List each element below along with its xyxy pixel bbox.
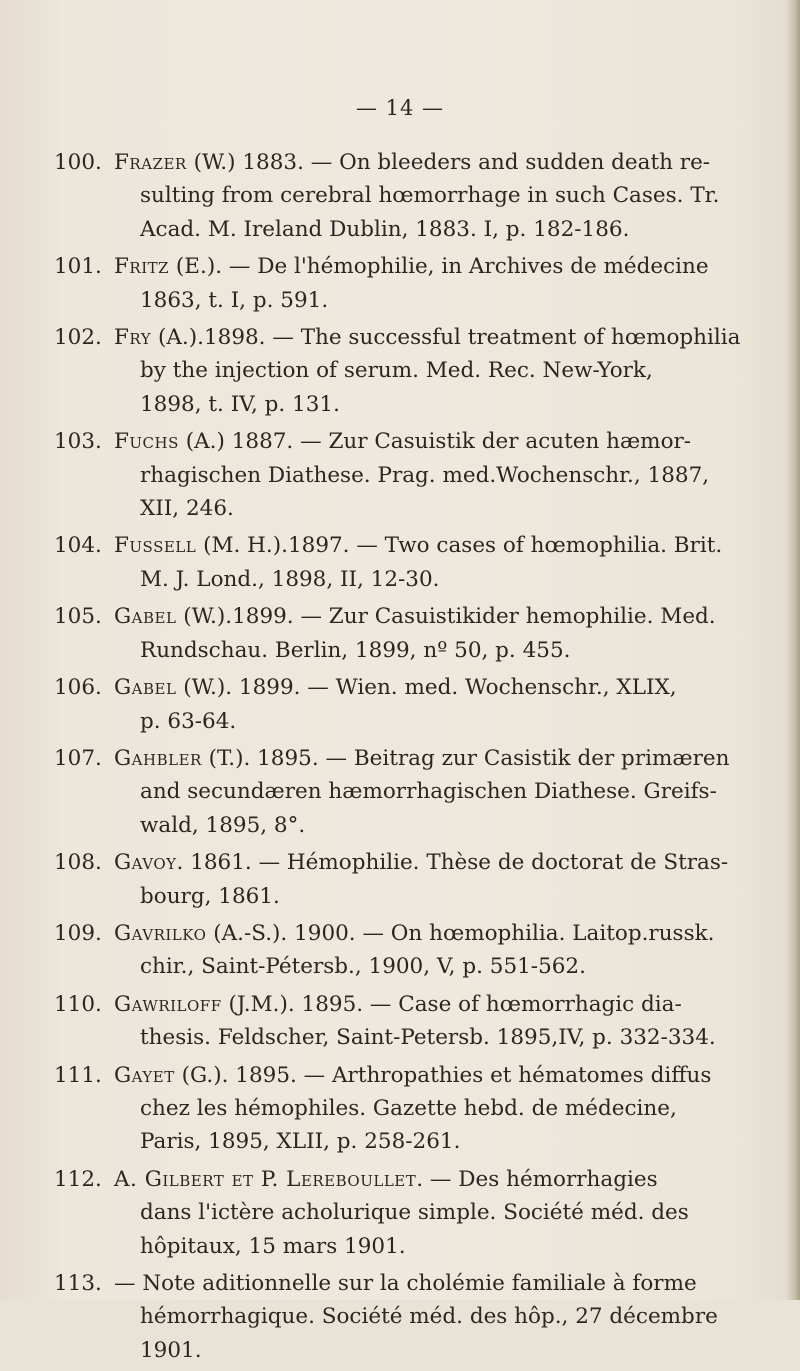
entry-line <box>114 146 782 179</box>
entry-line: p. 63-64. <box>140 708 237 734</box>
entry-number: 100. <box>54 150 102 175</box>
entry-text: (M. H.).1897. — Two cases of hœmophilia. Brit. <box>203 533 723 559</box>
entry-line <box>114 1163 782 1196</box>
bibliography-entry-113 <box>42 1267 782 1367</box>
entry-text: (A.) 1887. — Zur Casuistik der acuten hæmor- <box>185 429 692 455</box>
entry-line <box>114 671 782 704</box>
entry-line: Acad. M. Ireland Dublin, 1883. I, p. 182-186. <box>140 216 630 242</box>
entry-number: 111. <box>54 1062 102 1088</box>
entry-author: Gabel <box>114 604 177 630</box>
bibliography-entry-110 <box>42 988 782 1055</box>
bibliography-entry-105 <box>42 600 782 667</box>
bibliography-entry-104 <box>42 529 782 596</box>
entry-line <box>114 1059 782 1092</box>
entry-author: Fuchs <box>114 429 179 455</box>
entry-text: . — Des hémorrhagies <box>416 1166 658 1192</box>
entry-author: Frazer <box>114 150 187 175</box>
entry-line: XII, 246. <box>140 496 234 522</box>
entry-line: bourg, 1861. <box>140 883 280 909</box>
entry-number: 105. <box>54 604 102 630</box>
entry-line <box>114 988 782 1021</box>
entry-number: 102. <box>54 325 102 351</box>
entry-text: . 1861. — Hémophilie. Thèse de doctorat de Stras- <box>176 850 729 876</box>
entry-line <box>114 529 782 562</box>
entry-author: Gawriloff <box>114 991 222 1017</box>
bibliography-entry-102 <box>42 321 782 421</box>
entry-line <box>114 250 782 283</box>
entry-line <box>114 600 782 633</box>
entry-author: A. Gilbert et P. Lereboullet <box>114 1166 417 1192</box>
entry-author: Gabel <box>114 675 177 701</box>
entry-author: Fry <box>114 325 152 351</box>
entry-line: — Note aditionnelle sur la cholémie familiale à forme <box>114 1271 697 1296</box>
entry-line <box>114 846 782 879</box>
bibliography-entry-100 <box>42 146 782 246</box>
entry-line: by the injection of serum. Med. Rec. New-York, <box>140 358 653 384</box>
entry-line: Paris, 1895, XLII, p. 258-261. <box>140 1129 461 1155</box>
entry-number: 112. <box>54 1166 102 1192</box>
entry-number: 101. <box>54 254 102 280</box>
entry-line: 1863, t. I, p. 591. <box>140 287 329 313</box>
bibliography-entry-103 <box>42 425 782 525</box>
entry-line: chir., Saint-Pétersb., 1900, V, p. 551-562. <box>140 954 586 980</box>
entry-number: 106. <box>54 675 102 701</box>
entry-line <box>114 321 782 354</box>
entry-author: Gayet <box>114 1062 175 1088</box>
entry-author: Gahbler <box>114 745 202 771</box>
entry-text: (W.) 1883. — On bleeders and sudden death re- <box>193 150 711 175</box>
entry-line: rhagischen Diathese. Prag. med.Wochenschr., 1887, <box>140 462 710 488</box>
page-edge-shadow <box>786 0 800 1300</box>
entry-number: 107. <box>54 745 102 771</box>
bibliography-entry-111 <box>42 1059 782 1159</box>
entry-text: (A.-S.). 1900. — On hœmophilia. Laitop.russk. <box>213 920 715 946</box>
entry-line: wald, 1895, 8°. <box>140 812 306 838</box>
entry-number: 104. <box>54 533 102 559</box>
entry-line: Rundschau. Berlin, 1899, nº 50, p. 455. <box>140 637 571 663</box>
entry-number: 110. <box>54 991 102 1017</box>
bibliography-entry-107 <box>42 742 782 842</box>
entry-line: 1901. <box>140 1337 202 1363</box>
entry-number: 113. <box>54 1271 102 1296</box>
entry-line <box>114 425 782 458</box>
entry-author: Fussell <box>114 533 197 559</box>
entry-text: (T.). 1895. — Beitrag zur Casistik der primæren <box>208 745 730 771</box>
entry-author: Fritz <box>114 254 170 280</box>
entry-line <box>114 917 782 950</box>
entry-text: (E.). — De l'hémophilie, in Archives de médecine <box>175 254 709 280</box>
bibliography-list <box>42 146 782 1371</box>
bibliography-entry-112 <box>42 1163 782 1263</box>
entry-number: 108. <box>54 850 102 876</box>
bibliography-entry-108 <box>42 846 782 913</box>
bibliography-entry-106 <box>42 671 782 738</box>
entry-number: 109. <box>54 920 102 946</box>
entry-text: (W.).1899. — Zur Casuistikider hemophilie. Med. <box>183 604 716 630</box>
entry-line: hémorrhagique. Société méd. des hôp., 27 décembre <box>140 1304 718 1330</box>
entry-author: Gavrilko <box>114 920 207 946</box>
entry-line <box>114 742 782 775</box>
entry-author: Gavoy <box>114 850 177 876</box>
entry-text: (G.). 1895. — Arthropathies et hématomes diffus <box>181 1062 712 1088</box>
page-number: — 14 — <box>355 96 445 120</box>
entry-line: and secundæren hæmorrhagischen Diathese. Greifs- <box>140 779 717 805</box>
entry-line: thesis. Feldscher, Saint-Petersb. 1895,IV, p. 332-334. <box>140 1025 716 1051</box>
entry-line: dans l'ictère acholurique simple. Société méd. des <box>140 1200 689 1226</box>
bibliography-entry-109 <box>42 917 782 984</box>
entry-line: sulting from cerebral hœmorrhage in such Cases. Tr. <box>140 183 720 209</box>
entry-line: chez les hémophiles. Gazette hebd. de médecine, <box>140 1095 677 1121</box>
entry-line: M. J. Lond., 1898, II, 12-30. <box>140 566 440 592</box>
bibliography-entry-101 <box>42 250 782 317</box>
entry-line: 1898, t. IV, p. 131. <box>140 391 340 417</box>
entry-line: hôpitaux, 15 mars 1901. <box>140 1233 406 1259</box>
entry-text: (W.). 1899. — Wien. med. Wochenschr., XLIX, <box>183 675 677 701</box>
entry-text: (J.M.). 1895. — Case of hœmorrhagic dia- <box>228 991 682 1017</box>
entry-text: (A.).1898. — The successful treatment of hœmophilia <box>158 325 741 351</box>
entry-number: 103. <box>54 429 102 455</box>
